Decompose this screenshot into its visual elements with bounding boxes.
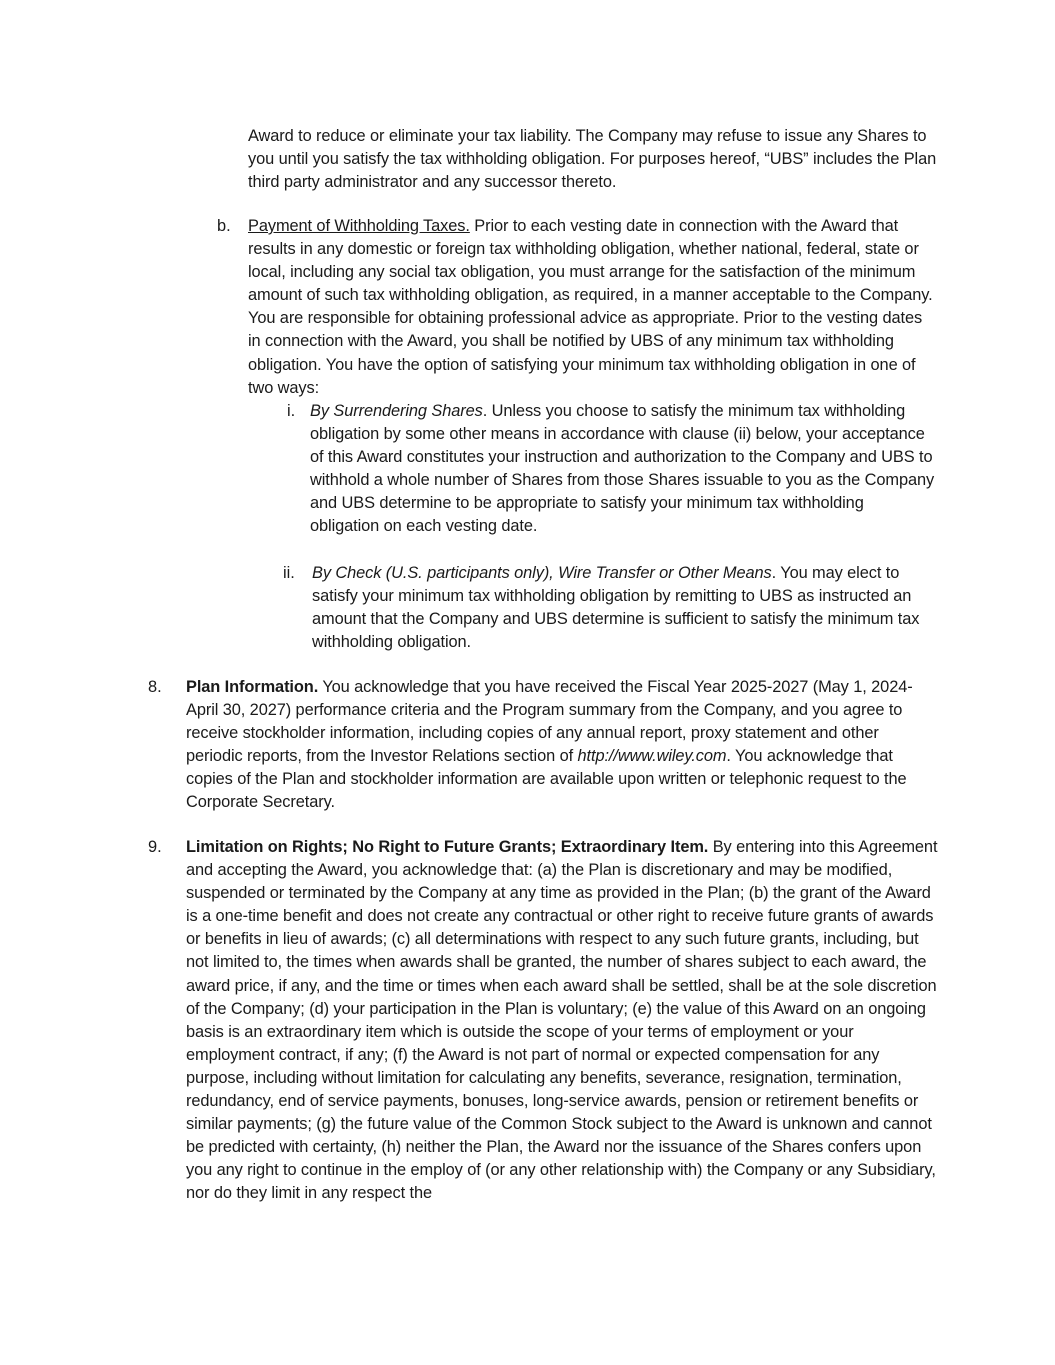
item-b-heading: Payment of Withholding Taxes. [248,217,470,235]
item-b-i-heading: By Surrendering Shares [310,402,483,420]
wiley-url-link[interactable]: http://www.wiley.com [577,747,727,766]
section-8-paragraph [186,676,938,815]
section-8-text-2: . You acknowledge that copies of the Plan and stockholder information are available upon written or telephonic request to the Corporate Secretary. [186,747,907,812]
section-8-number: 8. [148,678,162,696]
item-b-ii-paragraph [312,562,937,654]
item-b-paragraph [248,215,938,400]
item-b-i-marker: i. [287,402,296,420]
item-b-marker: b. [217,217,231,235]
item-b-i-paragraph [310,400,935,539]
section-9-heading: Limitation on Rights; No Right to Future Grants; Extraordinary Item. [186,838,709,856]
section-9-number: 9. [148,838,162,856]
item-b-i-text: . Unless you choose to satisfy the minimum tax withholding obligation by some other means in accordance with clause (ii) below, your acceptance of this Award constitutes your instruction and authorization to the Company and UBS to withhold a whole number of Shares from those Shares issuable to you as the Company and UBS determine to be appropriate to satisfy your minimum tax withholding obligation on each vesting date. [310,402,935,536]
item-b-ii-text: . You may elect to satisfy your minimum tax withholding obligation by remitting to UBS as instructed an amount that the Company and UBS determine is sufficient to satisfy the minimum tax withholding obligation. [312,564,920,652]
continuation-paragraph [248,125,938,194]
continuation-text: Award to reduce or eliminate your tax liability. The Company may refuse to issue any Shares to you until you satisfy the tax withholding obligation. For purposes hereof, “UBS” includes the Plan third party administrator and any successor thereto. [248,127,937,192]
section-9-paragraph [186,836,938,1206]
section-8-heading: Plan Information. [186,678,319,696]
section-9-text: By entering into this Agreement and accepting the Award, you acknowledge that: (a) the Plan is discretionary and may be modified, suspended or terminated by the Company at any time as provided in the Plan; (b) the grant of the Award is a one-time benefit and does not create any contractual or other right to receive future grants of awards or benefits in lieu of awards; (c) all determinations with respect to any such future grants, including, but not limited to, the times when awards shall be granted, the number of shares subject to each award, the award price, if any, and the time or times when each award shall be settled, shall be at the sole discretion of the Company; (d) your participation in the Plan is voluntary; (e) the value of this Award on an ongoing basis is an extraordinary item which is outside the scope of your terms of employment or your employment contract, if any; (f) the Award is not part of normal or expected compensation for any purpose, including without limitation for calculating any benefits, severance, resignation, termination, redundancy, end of service payments, bonuses, long-service awards, pension or retirement benefits or similar payments; (g) the future value of the Common Stock subject to the Award is unknown and cannot be predicted with certainty, (h) neither the Plan, the Award nor the issuance of the Shares confers upon you any right to continue in the employ of (or any other relationship with) the Company or any Subsidiary, nor do they limit in any respect the [186,838,938,1203]
item-b-ii-heading: By Check (U.S. participants only), Wire Transfer or Other Means [312,564,772,582]
item-b-ii-marker: ii. [283,564,295,582]
section-8-text-1: You acknowledge that you have received the Fiscal Year 2025-2027 (May 1, 2024-April 30, 2027) performance criteria and the Program summary from the Company, and you agree to receive stockholder information, including copies of any annual report, proxy statement and other periodic reports, from the Investor Relations section of [186,678,913,766]
item-b-text: Prior to each vesting date in connection with the Award that results in any domestic or foreign tax withholding obligation, whether national, federal, state or local, including any social tax obligation, you must arrange for the satisfaction of the minimum amount of such tax withholding obligation, as required, in a manner acceptable to the Company. You are responsible for obtaining professional advice as appropriate. Prior to the vesting dates in connection with the Award, you shall be notified by UBS of any minimum tax withholding obligation. You have the option of satisfying your minimum tax withholding obligation in one of two ways: [248,217,933,397]
